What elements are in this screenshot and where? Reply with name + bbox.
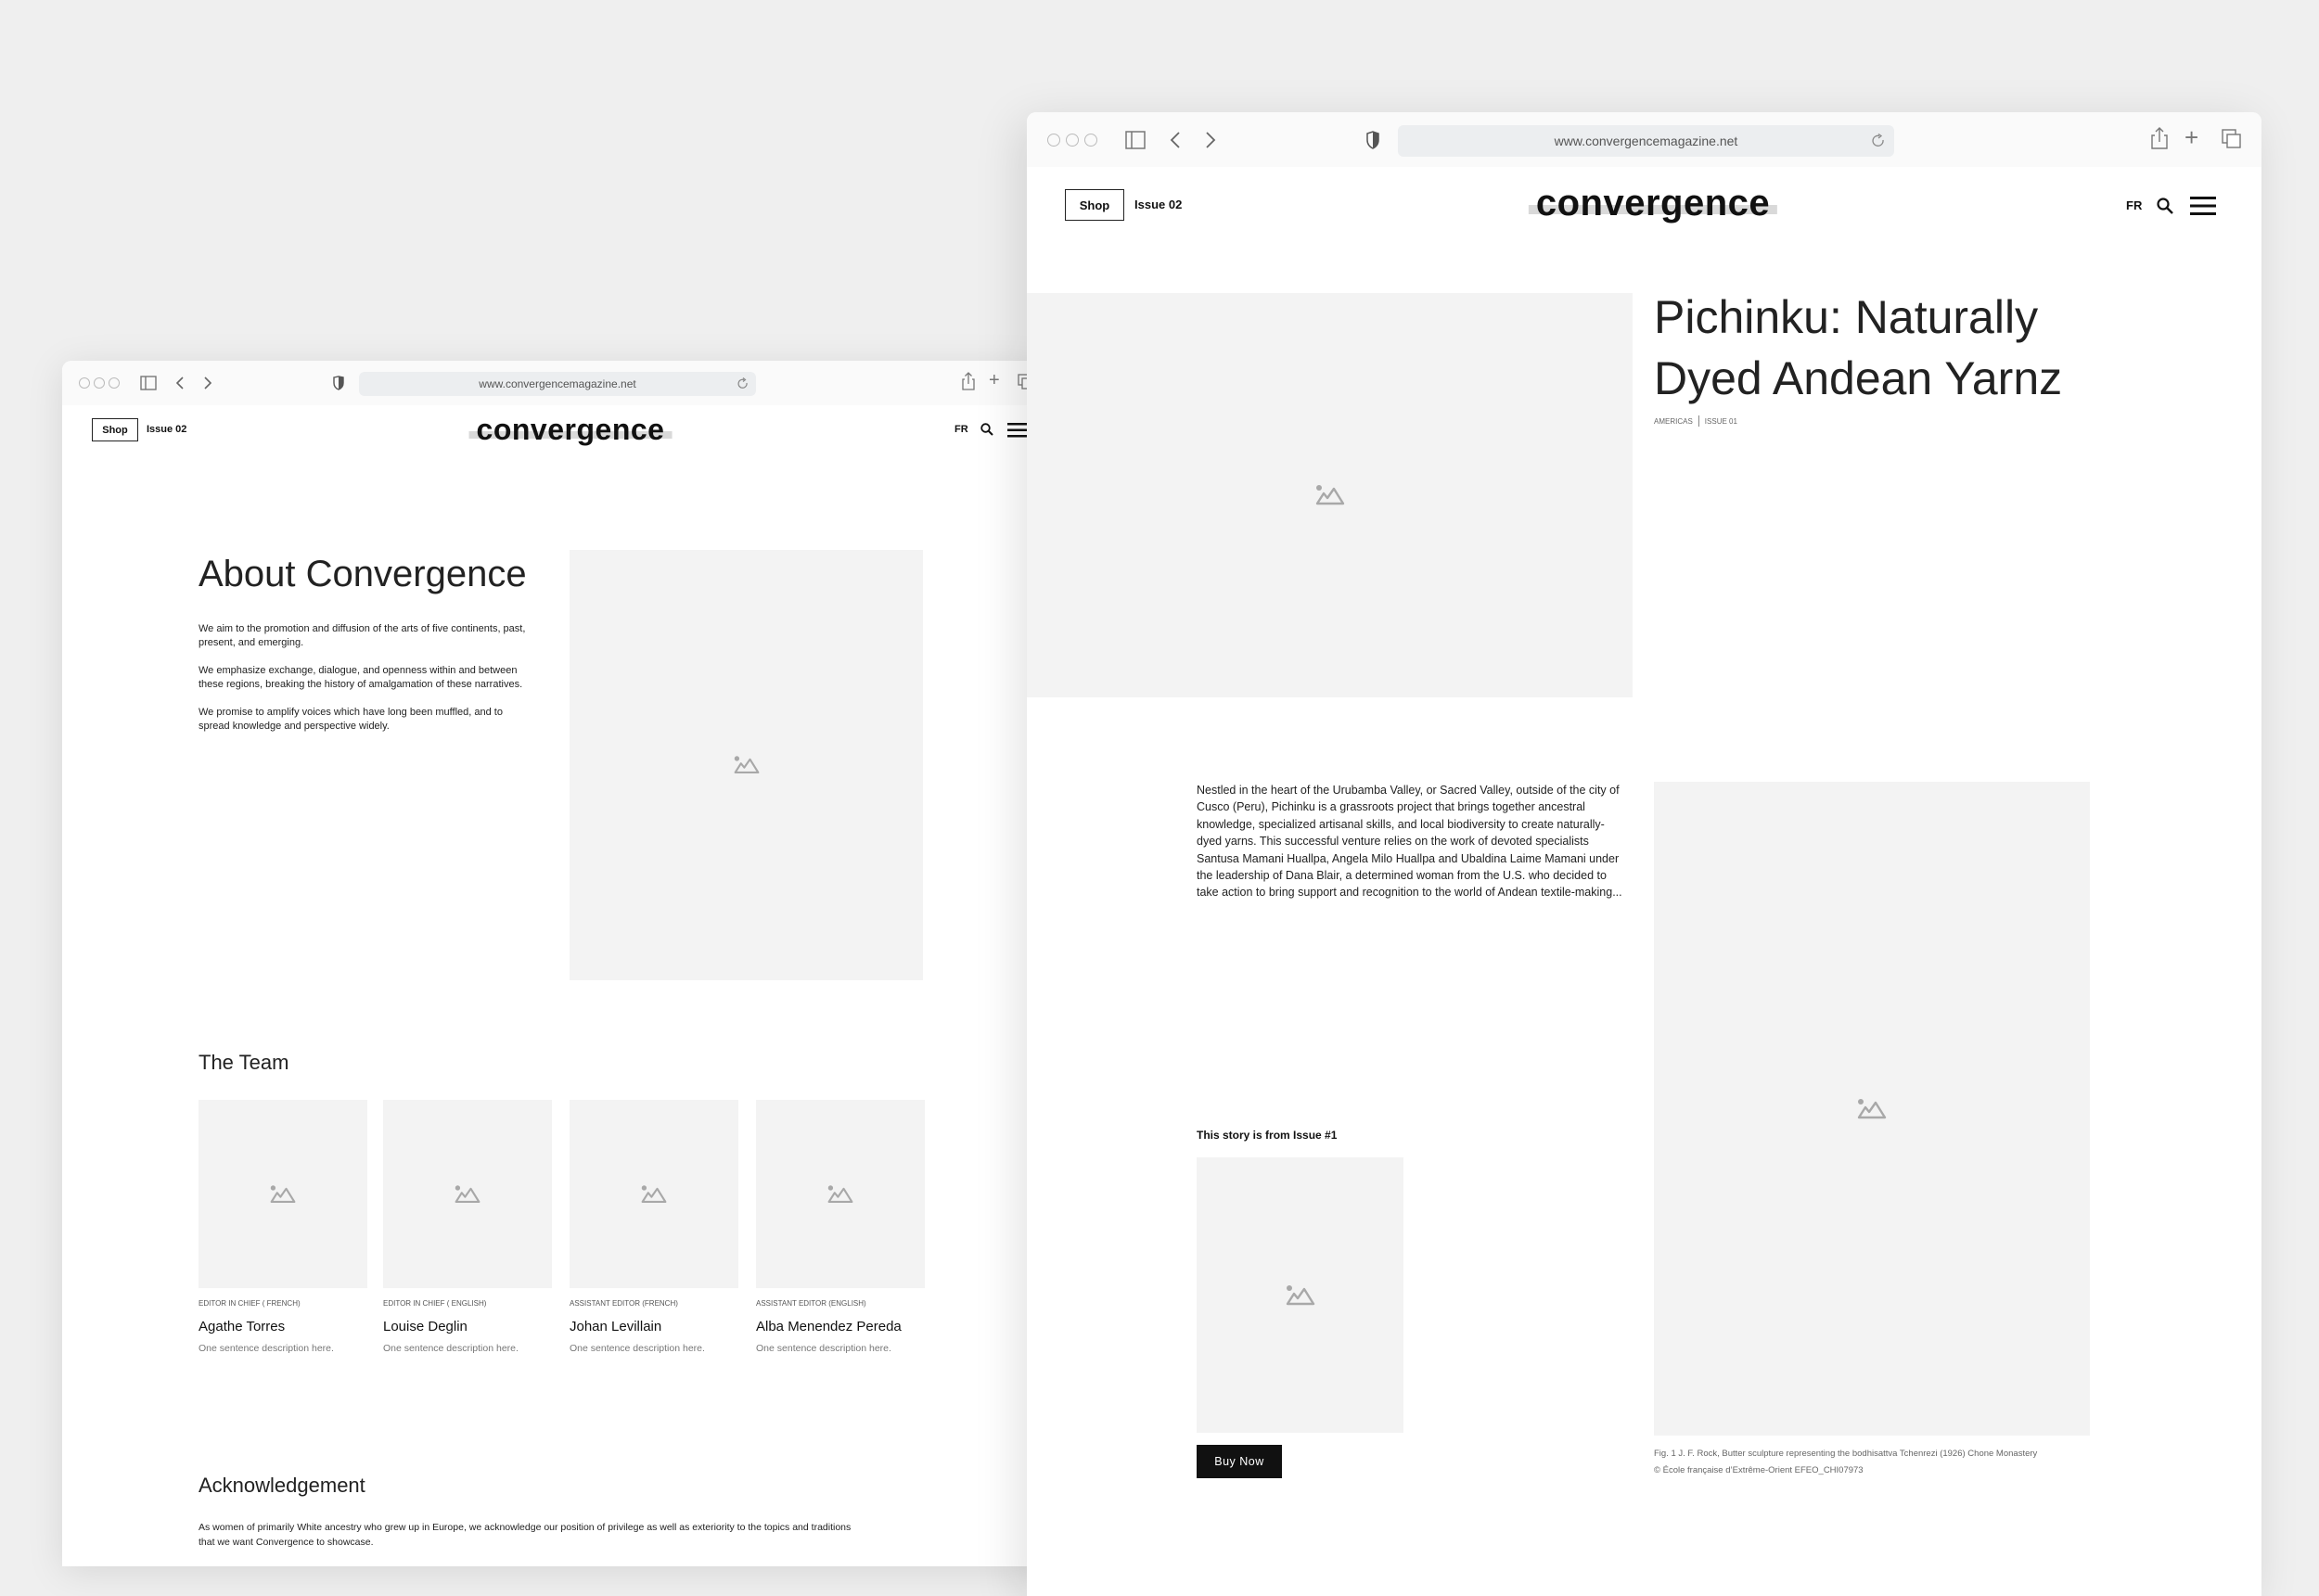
team-member (199, 1299, 375, 1354)
forward-icon[interactable] (1205, 131, 1216, 149)
address-bar[interactable] (359, 372, 756, 396)
image-placeholder-icon (269, 1184, 297, 1205)
article-meta (1654, 415, 1737, 427)
shield-icon[interactable] (333, 376, 344, 390)
browser-window-article (1027, 112, 2261, 1596)
story-from-label: This story is from Issue #1 (1197, 1129, 1338, 1142)
about-text (199, 622, 532, 734)
language-toggle[interactable]: FR (955, 424, 968, 435)
forward-icon[interactable] (203, 376, 212, 390)
window-minimize-button[interactable] (1066, 134, 1079, 147)
shield-icon[interactable] (1366, 131, 1379, 149)
member-role: ASSISTANT EDITOR (ENGLISH) (756, 1299, 866, 1308)
back-icon[interactable] (1170, 131, 1181, 149)
issue-link[interactable]: Issue 02 (1134, 198, 1183, 211)
figure-caption (1654, 1446, 2136, 1479)
team-title: The Team (199, 1051, 289, 1074)
about-image (570, 550, 923, 980)
logo-text: convergence (476, 413, 665, 446)
member-name: Agathe Torres (199, 1319, 286, 1334)
image-placeholder-icon (1856, 1098, 1888, 1120)
shop-label: Shop (1079, 198, 1110, 212)
team-member (756, 1299, 942, 1354)
search-icon[interactable] (2157, 198, 2173, 214)
browser-toolbar (1027, 112, 2261, 167)
menu-icon[interactable] (2190, 197, 2216, 215)
image-placeholder-icon (826, 1184, 854, 1205)
site-logo[interactable] (1536, 183, 1770, 224)
hero-image (1027, 293, 1633, 697)
issue-cover-image[interactable] (1197, 1157, 1403, 1433)
member-desc: One sentence description here. (383, 1343, 519, 1354)
meta-divider (1698, 415, 1699, 427)
member-desc: One sentence description here. (570, 1343, 705, 1354)
new-tab-icon[interactable]: + (989, 370, 1000, 390)
article-figure-image (1654, 782, 2090, 1436)
window-zoom-button[interactable] (1084, 134, 1097, 147)
issue-tag[interactable]: ISSUE 01 (1704, 416, 1737, 426)
team-photo (383, 1100, 552, 1288)
logo-text: convergence (1535, 183, 1771, 223)
acknowledgement-title: Acknowledgement (199, 1474, 365, 1497)
menu-icon[interactable] (1007, 423, 1028, 438)
shop-button[interactable] (92, 418, 138, 441)
sidebar-icon[interactable] (140, 376, 157, 390)
browser-toolbar (62, 361, 1045, 405)
browser-window-about (62, 361, 1045, 1566)
reload-icon[interactable] (1872, 134, 1885, 148)
share-icon[interactable] (2151, 127, 2168, 149)
member-name: Johan Levillain (570, 1319, 662, 1334)
window-close-button[interactable] (79, 377, 90, 389)
reload-icon[interactable] (737, 377, 749, 390)
tabs-overview-icon[interactable] (2222, 129, 2242, 149)
caption-line: Fig. 1 J. F. Rock, Butter sculpture representing the bodhisattva Tchenrezi (1926) Chone Monastery (1654, 1449, 2038, 1459)
search-icon[interactable] (980, 423, 993, 436)
back-icon[interactable] (175, 376, 185, 390)
article-body: Nestled in the heart of the Urubamba Valley, or Sacred Valley, outside of the city of Cusco (Peru), Pichinku is a grassroots project that brings together ancestral knowledge, specialized artisanal skills, and local biodiversity to create naturally-dyed yarns. This successful venture relies on the work of devoted specialists Santusa Mamani Huallpa, Angela Milo Huallpa and Ubaldina Laime Mamani under the leadership of Dana Blair, a determined woman from the U.S. who decided to take action to bring support and recognition to the world of Andean textile-making... (1197, 784, 1622, 900)
member-role: ASSISTANT EDITOR (FRENCH) (570, 1299, 678, 1308)
team-photo (756, 1100, 925, 1288)
about-paragraph: We aim to the promotion and diffusion of the arts of five continents, past, present, and emerging. (199, 623, 526, 648)
share-icon[interactable] (962, 372, 975, 390)
article-title-line: Pichinku: Naturally (1654, 291, 2039, 343)
new-tab-icon[interactable]: + (2184, 123, 2199, 151)
about-paragraph: We promise to amplify voices which have long been muffled, and to spread knowledge and perspective widely. (199, 707, 503, 732)
image-placeholder-icon (640, 1184, 668, 1205)
team-member (570, 1299, 746, 1354)
image-placeholder-icon (733, 755, 761, 775)
acknowledgement-text: As women of primarily White ancestry who grew up in Europe, we acknowledge our position of privilege as well as exteriority to the topics and traditions that we want Convergence to showcase. (199, 1522, 852, 1548)
buy-now-button[interactable] (1197, 1445, 1282, 1478)
window-minimize-button[interactable] (94, 377, 105, 389)
member-name: Alba Menendez Pereda (756, 1319, 902, 1334)
page-title: About Convergence (199, 554, 527, 594)
language-toggle[interactable]: FR (2126, 198, 2143, 212)
article-title-line: Dyed Andean Yarnz (1654, 352, 2063, 404)
region-tag[interactable]: AMERICAS (1654, 416, 1693, 426)
shop-button[interactable] (1065, 189, 1124, 221)
caption-line: © École française d’Extrême-Orient EFEO_CHI07973 (1654, 1465, 1864, 1475)
member-desc: One sentence description here. (199, 1343, 334, 1354)
buy-now-label: Buy Now (1214, 1455, 1264, 1468)
member-desc: One sentence description here. (756, 1343, 891, 1354)
member-name: Louise Deglin (383, 1319, 468, 1334)
url-text: www.convergencemagazine.net (479, 377, 636, 390)
sidebar-icon[interactable] (1125, 131, 1146, 149)
image-placeholder-icon (1285, 1284, 1316, 1307)
team-member (383, 1299, 559, 1354)
shop-label: Shop (102, 424, 128, 436)
url-text: www.convergencemagazine.net (1554, 134, 1738, 148)
member-role: EDITOR IN CHIEF ( ENGLISH) (383, 1299, 487, 1308)
site-logo[interactable] (477, 413, 665, 447)
address-bar[interactable] (1398, 125, 1894, 157)
member-role: EDITOR IN CHIEF ( FRENCH) (199, 1299, 301, 1308)
image-placeholder-icon (1314, 484, 1346, 506)
image-placeholder-icon (454, 1184, 481, 1205)
window-close-button[interactable] (1047, 134, 1060, 147)
team-photo (199, 1100, 367, 1288)
window-zoom-button[interactable] (109, 377, 120, 389)
about-paragraph: We emphasize exchange, dialogue, and openness within and between these regions, breaking the history of amalgamation of these narratives. (199, 665, 523, 690)
article-title (1654, 287, 2062, 409)
team-photo (570, 1100, 738, 1288)
issue-link[interactable]: Issue 02 (147, 424, 187, 435)
